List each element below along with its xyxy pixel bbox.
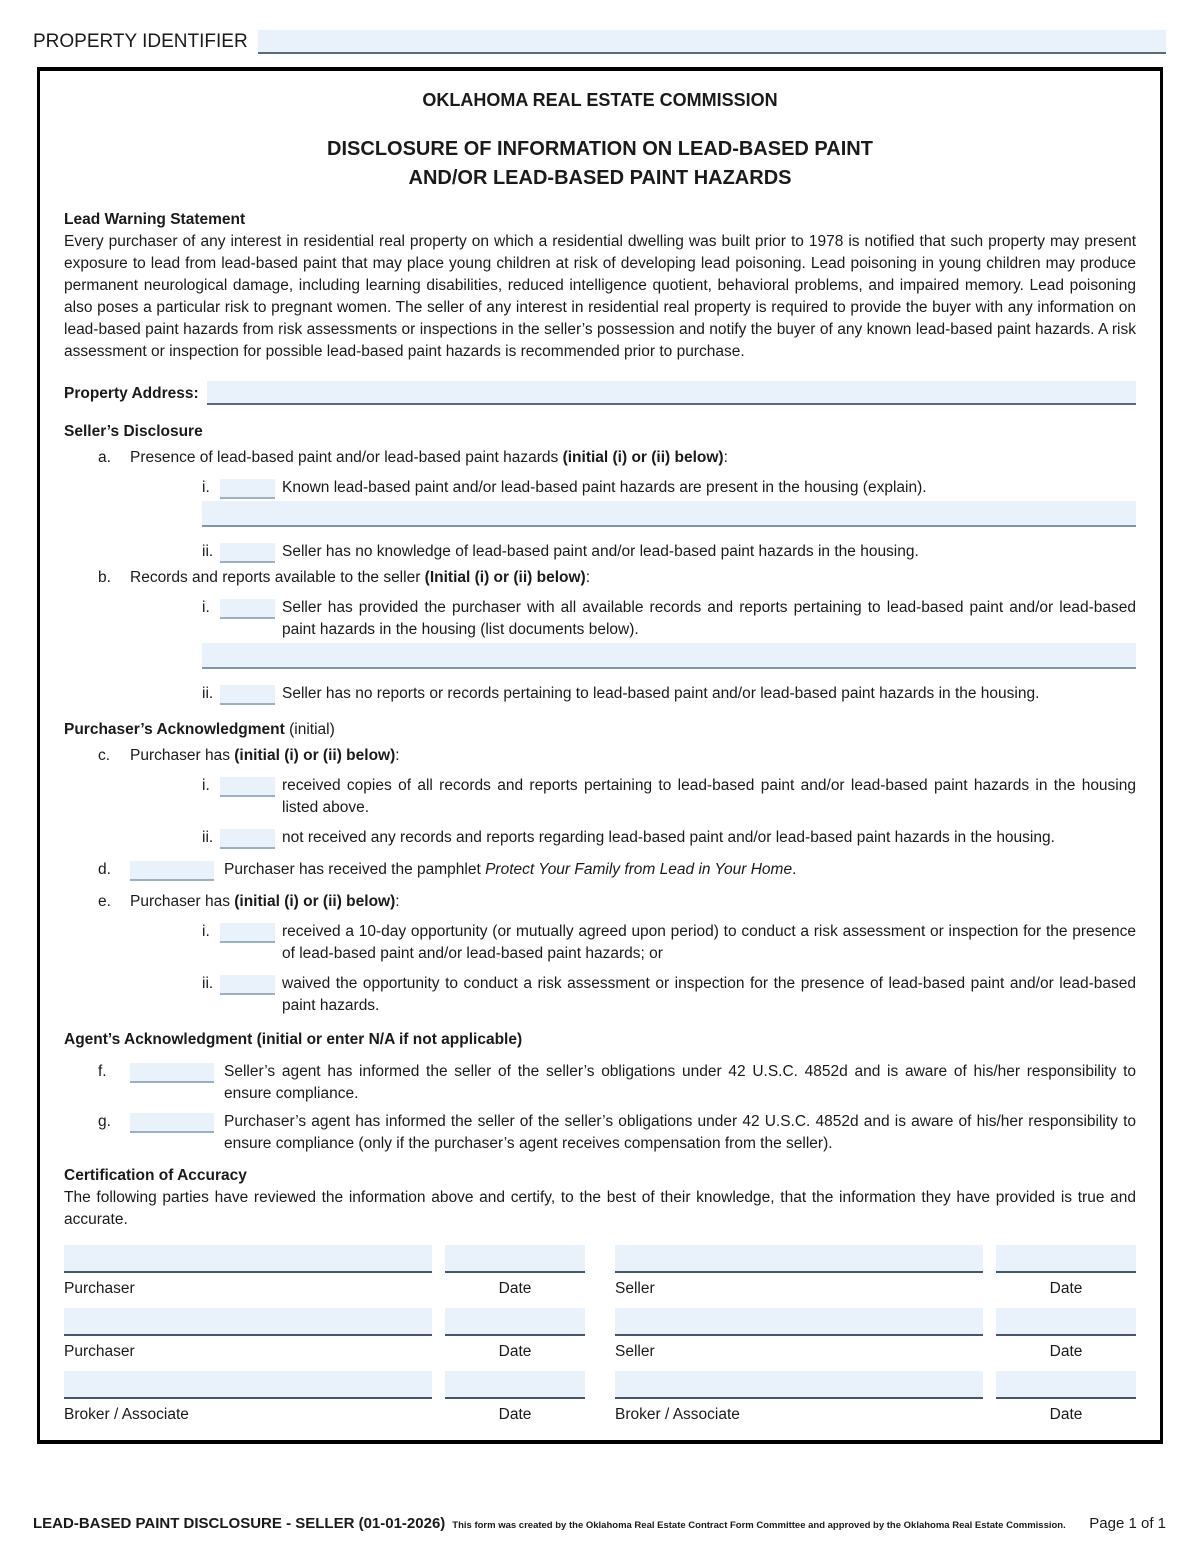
item-b-ii-text: Seller has no reports or records pertaining to lead-based paint and/or lead-based paint hazards in the housing. [282, 685, 1040, 702]
seller-label-1: Seller [615, 1280, 655, 1297]
item-d [64, 859, 1136, 881]
item-c-ii-text: not received any records and reports regarding lead-based paint and/or lead-based paint hazards in the housing. [282, 829, 1055, 846]
item-e-ii-text: waived the opportunity to conduct a risk assessment or inspection for the presence of lead-based paint and/or lead-based paint hazards. [282, 975, 1136, 1014]
initial-field-f[interactable] [130, 1063, 214, 1083]
sellers-disclosure-heading: Seller’s Disclosure [64, 423, 203, 440]
signature-row-1 [64, 1245, 1136, 1300]
form-title-line1: DISCLOSURE OF INFORMATION ON LEAD-BASED PAINT [327, 138, 873, 160]
property-address-label: Property Address: [64, 385, 199, 402]
item-a-text: Presence of lead-based paint and/or lead-based paint hazards (initial (i) or (ii) below): [130, 449, 728, 466]
item-a-ii [64, 541, 1136, 563]
property-address-row [64, 381, 1136, 405]
certification-heading: Certification of Accuracy [64, 1167, 247, 1184]
broker-associate-signature-field-right[interactable] [615, 1371, 983, 1399]
item-f [64, 1061, 1136, 1105]
explain-field-a-i[interactable] [202, 501, 1136, 527]
form-box [37, 67, 1163, 1444]
signature-row-3 [64, 1371, 1136, 1426]
item-g-text: Purchaser’s agent has informed the seller of the seller’s obligations under 42 U.S.C. 4852d and is aware of his/her responsibility to ensure compliance (only if the purchaser’s agent receives compensation from the seller). [224, 1113, 1136, 1152]
purchasers-acknowledgment-heading: Purchaser’s Acknowledgment (initial) [64, 721, 335, 738]
seller-date-field-1[interactable] [996, 1245, 1136, 1273]
purchaser-signature-field-1[interactable] [64, 1245, 432, 1273]
documents-field-b-i[interactable] [202, 643, 1136, 669]
initial-field-b-ii[interactable] [220, 685, 275, 705]
commission-title: OKLAHOMA REAL ESTATE COMMISSION [422, 90, 778, 110]
item-f-letter: f. [98, 1063, 107, 1080]
seller-signature-field-1[interactable] [615, 1245, 983, 1273]
item-b [64, 567, 1136, 589]
item-b-i-text: Seller has provided the purchaser with all available records and reports pertaining to lead-based paint and/or lead-based paint hazards in the housing (list documents below). [282, 599, 1136, 638]
footer-approval-note: This form was created by the Oklahoma Real Estate Contract Form Committee and approved by the Oklahoma Real Estate Commission. [452, 1520, 1066, 1531]
form-title [64, 135, 1136, 193]
broker-associate-date-field-left[interactable] [445, 1371, 585, 1399]
seller-signature-field-2[interactable] [615, 1308, 983, 1336]
property-identifier-label: PROPERTY IDENTIFIER [33, 31, 248, 52]
item-d-text: Purchaser has received the pamphlet Protect Your Family from Lead in Your Home. [224, 861, 797, 878]
initial-field-d[interactable] [130, 861, 214, 881]
signature-row-2 [64, 1308, 1136, 1363]
initial-field-g[interactable] [130, 1113, 214, 1133]
property-identifier-field[interactable] [258, 30, 1166, 54]
item-a-ii-num: ii. [202, 543, 214, 560]
item-e-i-num: i. [202, 923, 210, 940]
item-a-ii-text: Seller has no knowledge of lead-based paint and/or lead-based paint hazards in the housing. [282, 543, 919, 560]
initial-field-c-ii[interactable] [220, 829, 275, 849]
item-b-ii-num: ii. [202, 685, 214, 702]
item-e-ii-num: ii. [202, 975, 214, 992]
purchaser-date-field-1[interactable] [445, 1245, 585, 1273]
broker-associate-label-left: Broker / Associate [64, 1406, 189, 1423]
item-a-i-text: Known lead-based paint and/or lead-based paint hazards are present in the housing (explain). [282, 479, 927, 496]
item-b-letter: b. [98, 569, 111, 586]
date-label: Date [1049, 1343, 1083, 1360]
item-g [64, 1111, 1136, 1155]
item-c-text: Purchaser has (initial (i) or (ii) below): [130, 747, 400, 764]
purchaser-label-1: Purchaser [64, 1280, 135, 1297]
item-e-letter: e. [98, 893, 111, 910]
broker-associate-label-right: Broker / Associate [615, 1406, 740, 1423]
initial-field-c-i[interactable] [220, 777, 275, 797]
item-a [64, 447, 1136, 469]
initial-field-e-ii[interactable] [220, 975, 275, 995]
initial-field-b-i[interactable] [220, 599, 275, 619]
item-e-i-text: received a 10-day opportunity (or mutually agreed upon period) to conduct a risk assessment or inspection for the presence of lead-based paint and/or lead-based paint hazards; or [282, 923, 1136, 962]
item-e-ii [64, 973, 1136, 1017]
item-d-letter: d. [98, 861, 111, 878]
agents-acknowledgment-heading: Agent’s Acknowledgment (initial or enter N/A if not applicable) [64, 1031, 523, 1048]
item-e-i [64, 921, 1136, 965]
initial-field-a-ii[interactable] [220, 543, 275, 563]
form-title-line2: AND/OR LEAD-BASED PAINT HAZARDS [408, 167, 792, 189]
purchaser-signature-field-2[interactable] [64, 1308, 432, 1336]
date-label: Date [498, 1280, 532, 1297]
item-e [64, 891, 1136, 913]
purchaser-date-field-2[interactable] [445, 1308, 585, 1336]
item-b-text: Records and reports available to the seller (Initial (i) or (ii) below): [130, 569, 590, 586]
certification-body: The following parties have reviewed the information above and certify, to the best of their knowledge, that the information they have provided is true and accurate. [64, 1189, 1136, 1228]
item-c-i [64, 775, 1136, 819]
lead-warning-heading: Lead Warning Statement [64, 211, 246, 228]
property-address-field[interactable] [207, 381, 1136, 405]
seller-label-2: Seller [615, 1343, 655, 1360]
date-label: Date [498, 1343, 532, 1360]
date-label: Date [498, 1406, 532, 1423]
property-identifier-row [0, 0, 1200, 54]
item-g-letter: g. [98, 1113, 111, 1130]
item-a-i [64, 477, 1136, 499]
item-b-i-num: i. [202, 599, 210, 616]
page-number: Page 1 of 1 [1089, 1515, 1166, 1532]
item-f-text: Seller’s agent has informed the seller of the seller’s obligations under 42 U.S.C. 4852d and is aware of his/her responsibility to ensure compliance. [224, 1063, 1136, 1102]
item-c-ii [64, 827, 1136, 849]
page-footer [33, 1513, 1166, 1537]
item-e-text: Purchaser has (initial (i) or (ii) below): [130, 893, 400, 910]
initial-field-a-i[interactable] [220, 479, 275, 499]
broker-associate-date-field-right[interactable] [996, 1371, 1136, 1399]
item-c-letter: c. [98, 747, 111, 764]
item-b-i [64, 597, 1136, 641]
initial-field-e-i[interactable] [220, 923, 275, 943]
item-c-ii-num: ii. [202, 829, 214, 846]
date-label: Date [1049, 1406, 1083, 1423]
item-c-i-text: received copies of all records and reports pertaining to lead-based paint and/or lead-based paint hazards in the housing listed above. [282, 777, 1136, 816]
date-label: Date [1049, 1280, 1083, 1297]
lead-warning-body: Every purchaser of any interest in residential real property on which a residential dwelling was built prior to 1978 is notified that such property may present exposure to lead from lead-based paint that may place young children at risk of developing lead poisoning. Lead poisoning in young children may produce permanent neurological damage, including learning disabilities, reduced intelligence quotient, behavioral problems, and impaired memory. Lead poisoning also poses a particular risk to pregnant women. The seller of any interest in residential real property is required to provide the buyer with any information on lead-based paint hazards from risk assessments or inspections in the seller’s possession and notify the buyer of any known lead-based paint hazards. A risk assessment or inspection for possible lead-based paint hazards is recommended prior to purchase. [64, 233, 1136, 360]
item-c [64, 745, 1136, 767]
purchaser-label-2: Purchaser [64, 1343, 135, 1360]
item-b-ii [64, 683, 1136, 705]
seller-date-field-2[interactable] [996, 1308, 1136, 1336]
item-a-letter: a. [98, 449, 111, 466]
broker-associate-signature-field-left[interactable] [64, 1371, 432, 1399]
footer-form-title: LEAD-BASED PAINT DISCLOSURE - SELLER (01-01-2026) [33, 1515, 446, 1532]
item-a-i-num: i. [202, 479, 210, 496]
item-c-i-num: i. [202, 777, 210, 794]
